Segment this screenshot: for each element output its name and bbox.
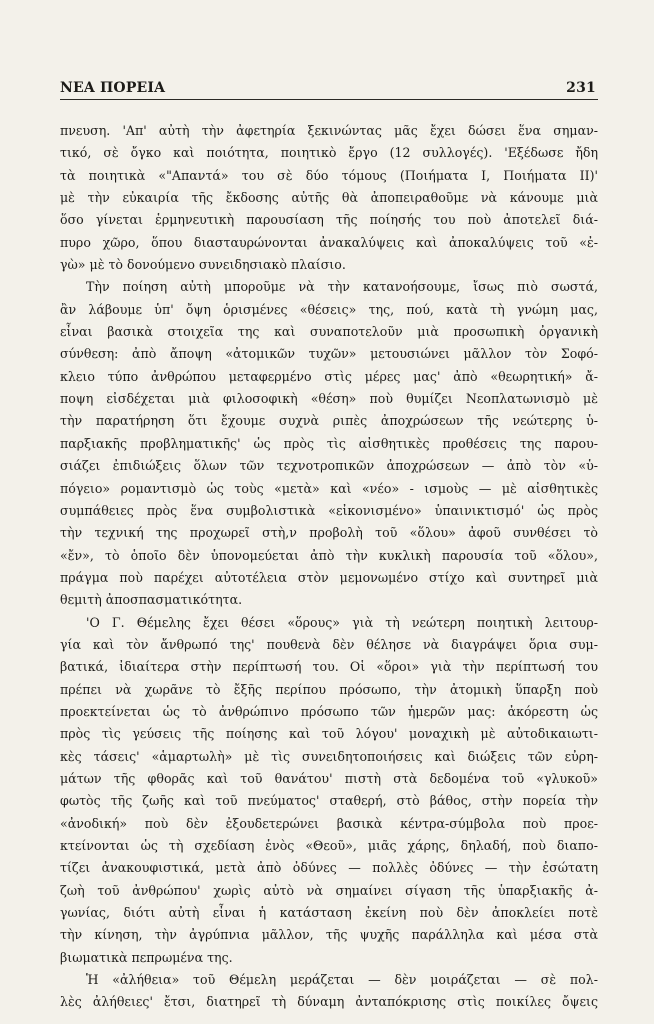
text-line: λὲς ἀλήθειες' ἔτσι, διατηρεῖ τὴ δύναμη ἀνταπόκρισης στὶς ποικίλες ὄψεις bbox=[60, 994, 598, 1010]
text-line: «ἀνοδική» ποὺ δὲν ἐξουδετερώνει βασικὰ κέντρα-σύμβολα ποὺ προε- bbox=[60, 815, 598, 831]
text-line: προεκτείνεται ὡς τὸ ἀνθρώπινο πρόσωπο τῶν ἡμερῶν μας: ἀκόρεστη ὡς bbox=[60, 703, 598, 719]
text-line: μάτων τῆς φθορᾶς καὶ τοῦ θανάτου' πιστὴ στὰ δεδομένα τοῦ «γλυκοῦ» bbox=[60, 770, 598, 786]
running-head bbox=[60, 80, 598, 100]
text-line: παρξιακῆς προβληματικῆς' ὡς πρὸς τὶς αἰσθητικὲς προθέσεις της παρου- bbox=[60, 435, 598, 451]
body-text bbox=[60, 120, 598, 1014]
paragraph bbox=[60, 120, 598, 276]
book-page bbox=[60, 80, 598, 1014]
text-line: πρὸς τὶς γεύσεις τῆς ποίησης καὶ τοῦ λόγου' μοναχικὴ μὲ αὐτοδικαιωτι- bbox=[60, 726, 598, 742]
paragraph bbox=[60, 612, 598, 970]
text-line: ἂν λάβουμε ὑπ' ὄψη ὁρισμένες «θέσεις» της, πού, κατὰ τὴ γνώμη μας, bbox=[60, 301, 598, 317]
text-line: «ἔν», τὸ ὁποῖο δὲν ὑπονομεύεται ἀπὸ τὴν κυκλικὴ παρουσία τοῦ «ὅλου», bbox=[60, 547, 598, 563]
text-line: πράγμα ποὺ παρέχει αὐτοτέλεια στὸν μεμονωμένο στίχο καὶ συντηρεῖ μιὰ bbox=[60, 569, 598, 585]
text-line: πυρο χῶρο, ὅπου διασταυρώνονται ἀνακαλύψεις καὶ ἀποκαλύψεις τοῦ «ἐ- bbox=[60, 234, 598, 250]
text-line: τὰ ποιητικὰ «"Απαντά» του σὲ δύο τόμους (Ποιήματα Ι, Ποιήματα ΙΙ)' bbox=[60, 167, 598, 183]
text-line: συμπάθειες πρὸς ἕνα συμβολιστικὰ «εἰκονισμένο» ὑπαινικτισμό' ὡς πρὸς bbox=[60, 502, 598, 518]
text-line: θεμιτὴ ἀποσπασματικότητα. bbox=[60, 592, 243, 608]
text-line: βατικά, ἰδιαίτερα στὴν περίπτωσή του. Οἱ «ὅροι» γιὰ τὴν περίπτωσή του bbox=[60, 659, 598, 675]
text-line: κὲς τάσεις' «ἁμαρτωλὴ» μὲ τὶς συνειδητοποιήσεις καὶ διώξεις τῶν εὐρη- bbox=[60, 748, 598, 764]
text-line: Ἡ «ἀλήθεια» τοῦ Θέμελη μεράζεται — δὲν μοιράζεται — σὲ πολ- bbox=[86, 972, 598, 988]
journal-title: ΝΕΑ ΠΟΡΕΙΑ bbox=[60, 80, 166, 96]
text-line: φωτὸς τῆς ζωῆς καὶ τοῦ πνεύματος' σταθερή, στὸ βάθος, στὴν πορεία τὴν bbox=[60, 793, 598, 809]
page-number: 231 bbox=[566, 80, 596, 96]
text-line: πόγειο» ρομαντισμὸ ὡς τοὺς «μετὰ» καὶ «νέο» - ισμοὺς — μὲ αἰσθητικὲς bbox=[60, 480, 598, 496]
text-line: σύνθεση: ἀπὸ ἄποψη «ἀτομικῶν τυχῶν» μετουσιώνει μᾶλλον τὸν Σοφό- bbox=[60, 346, 598, 362]
text-line: βιωματικὰ πεπρωμένα της. bbox=[60, 949, 233, 965]
text-line: τίζει ἀνακουφιστικά, μετὰ ἀπὸ ὀδύνες — πολλὲς ὀδύνες — τὴν ἐσώτατη bbox=[60, 860, 598, 876]
text-line: ποψη εἰσδέχεται μιὰ φιλοσοφικὴ «θέση» ποὺ θυμίζει Νεοπλατωνισμὸ μὲ bbox=[60, 391, 598, 407]
text-line: τὴν τεχνική της προχωρεῖ στὴ,ν προβολὴ τοῦ «ὅλου» ἀφοῦ συνθέσει τὸ bbox=[60, 525, 598, 541]
text-line: ὅσο γίνεται ἑρμηνευτικὴ παρουσίαση τῆς ποίησής του ποὺ ἀποτελεῖ διά- bbox=[60, 212, 598, 228]
text-line: γωνίας, διότι αὐτὴ εἶναι ἡ κατάσταση ἐκείνη ποὺ δὲν ἀποκλείει ποτὲ bbox=[60, 905, 598, 921]
text-line: κτείνονται ὡς τὴ σχεδίαση ἑνὸς «Θεοῦ», μιᾶς χάρης, δηλαδή, ποὺ διαπο- bbox=[60, 838, 598, 853]
text-line: τὴν παρατήρηση ὅτι ἔχουμε συχνὰ ριπὲς ἀποχρώσεων τῆς νεώτερης ὑ- bbox=[60, 413, 598, 429]
text-line: τικό, σὲ ὄγκο καὶ ποιότητα, ποιητικὸ ἔργο (12 συλλογές). 'Εξέδωσε ἤδη bbox=[60, 145, 598, 161]
text-line: κλειο τύπο ἀνθρώπου μεταφερμένο στὶς μέρες μας' ἀπὸ «θεωρητική» ἄ- bbox=[60, 368, 598, 384]
text-line: πρέπει νὰ χωρᾶνε τὸ ἔξῆς περίπου πρόσωπο, τὴν ἀτομικὴ ὕπαρξη ποὺ bbox=[60, 681, 598, 697]
text-line: γία καὶ τὸν ἄνθρωπό της' πουθενὰ δὲν θέλησε νὰ διαγράψει ὅρια συμ- bbox=[60, 636, 598, 652]
text-line: γὼ» μὲ τὸ δονούμενο συνειδησιακὸ πλαίσιο. bbox=[60, 257, 346, 273]
text-line: σιάζει ἐπιδιώξεις ὅλων τῶν τεχνοτροπικῶν ἀποχρώσεων — ἀπὸ τὸν «ὑ- bbox=[60, 458, 598, 474]
text-line: ζωὴ τοῦ ἀνθρώπου' χωρὶς αὐτὸ νὰ σημαίνει σίγαση τῆς ὑπαρξιακῆς ἀ- bbox=[60, 882, 598, 898]
text-line: μὲ τὴν εὐκαιρία τῆς ἔκδοσης αὐτῆς θὰ ἀποπειραθοῦμε νὰ κάνουμε μιὰ bbox=[60, 190, 598, 206]
text-line: πνευση. 'Απ' αὐτὴ τὴν ἀφετηρία ξεκινώντας μᾶς ἔχει δώσει ἕνα σημαν- bbox=[60, 123, 598, 138]
text-line: τὴν κίνηση, τὴν ἀγρύπνια μᾶλλον, τῆς ψυχῆς παράλληλα καὶ μέσα στὰ bbox=[60, 927, 598, 943]
text-line: εἶναι βασικὰ στοιχεῖα της καὶ συναποτελοῦν μιὰ προσωπικὴ ὀργανικὴ bbox=[60, 324, 598, 340]
text-line: 'Ο Γ. Θέμελης ἔχει θέσει «ὅρους» γιὰ τὴ νεώτερη ποιητικὴ λειτουρ- bbox=[86, 614, 598, 630]
text-line: Τὴν ποίηση αὐτὴ μποροῦμε νὰ τὴν κατανοήσουμε, ἴσως πιὸ σωστά, bbox=[86, 279, 598, 295]
paragraph bbox=[60, 969, 598, 1014]
paragraph bbox=[60, 276, 598, 611]
